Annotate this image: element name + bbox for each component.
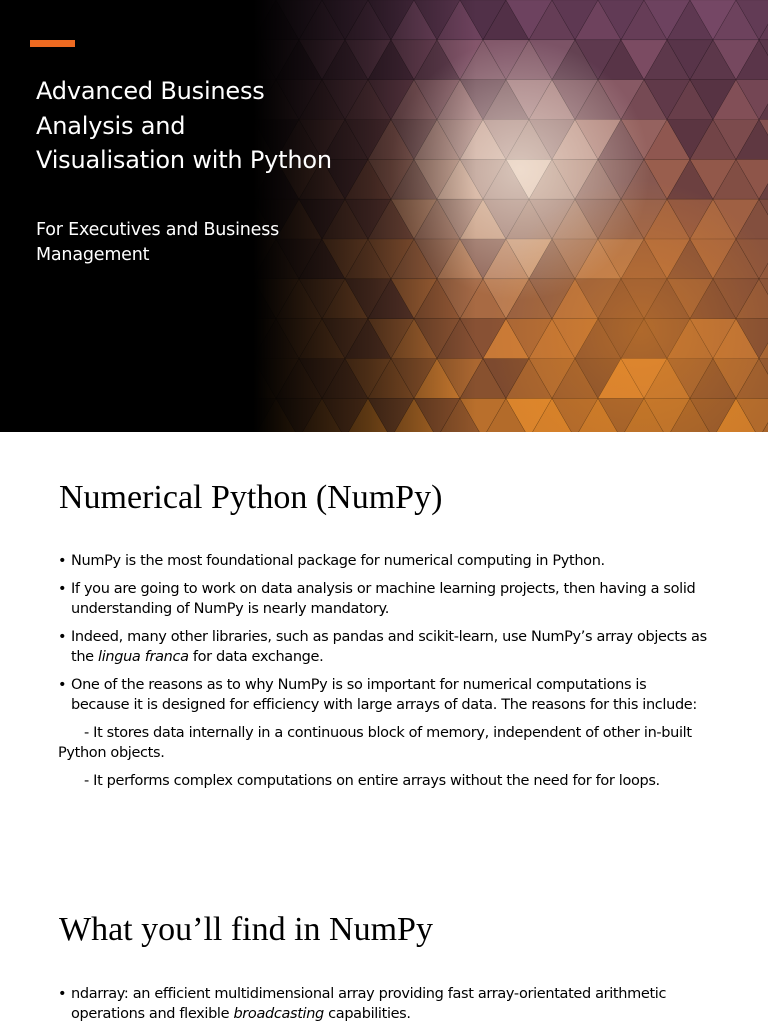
numpy-bullet-list bbox=[58, 551, 708, 799]
emphasis-text: broadcasting bbox=[233, 1006, 324, 1022]
bullet-item: • One of the reasons as to why NumPy is so important for numerical computations is because it is designed for efficiency with large arrays of data. The reasons for this include: bbox=[58, 675, 708, 715]
sub-point: - It performs complex computations on entire arrays without the need for for loops. bbox=[84, 773, 660, 789]
presentation-title: Advanced Business Analysis and Visualisation with Python bbox=[36, 77, 332, 174]
features-heading: What you’ll find in NumPy bbox=[59, 911, 433, 948]
title-slide bbox=[0, 0, 768, 432]
numpy-slide bbox=[0, 432, 768, 1024]
presentation-subtitle: For Executives and Business Management bbox=[36, 220, 280, 265]
bullet-text-end: capabilities. bbox=[323, 1006, 411, 1022]
accent-bar bbox=[30, 40, 75, 47]
bullet-text-start: Indeed, many other libraries, such as pandas and scikit-learn, use NumPy’s array objects as the bbox=[71, 629, 707, 665]
geometric-background bbox=[0, 0, 768, 432]
numpy-heading: Numerical Python (NumPy) bbox=[59, 479, 443, 516]
bullet-text-end: for data exchange. bbox=[188, 649, 324, 665]
bullet-item: • NumPy is the most foundational package for numerical computing in Python. bbox=[58, 551, 708, 571]
emphasis-text: lingua franca bbox=[98, 649, 189, 665]
bullet-item bbox=[58, 627, 708, 667]
bullet-text-start: ndarray: an efficient multidimensional array providing fast array-orientated arithmetic operations and flexible bbox=[71, 986, 667, 1022]
sub-point: - It stores data internally in a continuous block of memory, independent of other in-built Python objects. bbox=[58, 725, 692, 761]
bullet-item bbox=[58, 984, 708, 1024]
features-bullet-list bbox=[58, 984, 708, 1024]
bullet-item: • If you are going to work on data analysis or machine learning projects, then having a solid understanding of NumPy is nearly mandatory. bbox=[58, 579, 708, 619]
